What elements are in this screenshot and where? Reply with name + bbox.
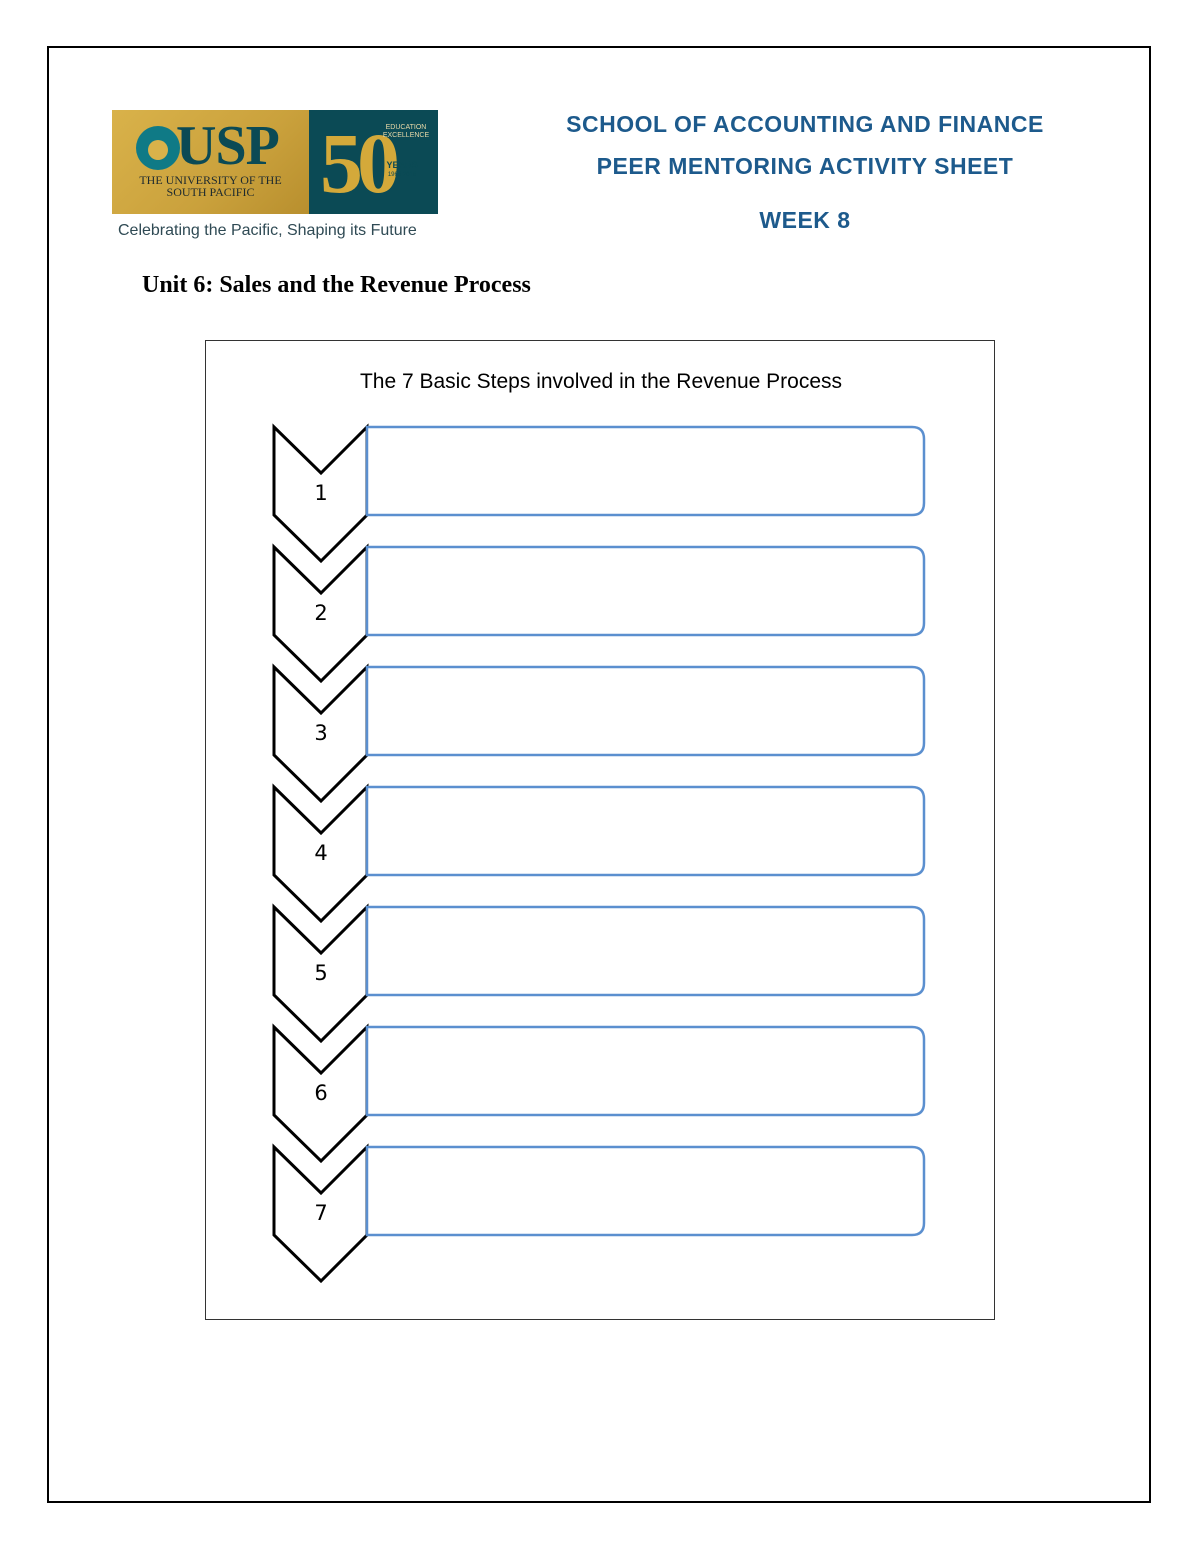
diagram-title: The 7 Basic Steps involved in the Revenue Process bbox=[359, 370, 843, 393]
header-week: WEEK 8 bbox=[759, 207, 851, 233]
step-answer-box-3[interactable] bbox=[367, 667, 924, 755]
step-number-6: 6 bbox=[314, 1081, 328, 1105]
usp-logo bbox=[112, 110, 438, 245]
step-number-3: 3 bbox=[314, 721, 328, 745]
header-activity-sheet: PEER MENTORING ACTIVITY SHEET bbox=[596, 153, 1014, 179]
step-number-2: 2 bbox=[314, 601, 328, 625]
logo-university-name: THE UNIVERSITY OF THE SOUTH PACIFIC bbox=[139, 173, 282, 199]
logo-fifty: 50 bbox=[320, 115, 394, 211]
step-number-7: 7 bbox=[314, 1201, 328, 1225]
usp-emblem-icon bbox=[136, 126, 180, 170]
logo-year-range: 1968 2018 bbox=[387, 172, 417, 178]
step-number-1: 1 bbox=[314, 481, 328, 505]
step-answer-box-4[interactable] bbox=[367, 787, 924, 875]
logo-education-excellence: EDUCATION EXCELLENCE bbox=[382, 124, 430, 139]
logo-tagline: Celebrating the Pacific, Shaping its Future bbox=[118, 222, 417, 239]
logo-years: YEARS bbox=[386, 160, 418, 170]
step-number-4: 4 bbox=[314, 841, 328, 865]
step-answer-box-2[interactable] bbox=[367, 547, 924, 635]
step-answer-box-5[interactable] bbox=[367, 907, 924, 995]
revenue-process-diagram bbox=[205, 340, 995, 1320]
step-answer-box-7[interactable] bbox=[367, 1147, 924, 1235]
header-school: SCHOOL OF ACCOUNTING AND FINANCE bbox=[566, 111, 1044, 137]
step-answer-box-6[interactable] bbox=[367, 1027, 924, 1115]
step-number-5: 5 bbox=[314, 961, 328, 985]
logo-usp-text: USP bbox=[176, 115, 279, 177]
unit-title: Unit 6: Sales and the Revenue Process bbox=[142, 272, 531, 298]
step-answer-box-1[interactable] bbox=[367, 427, 924, 515]
